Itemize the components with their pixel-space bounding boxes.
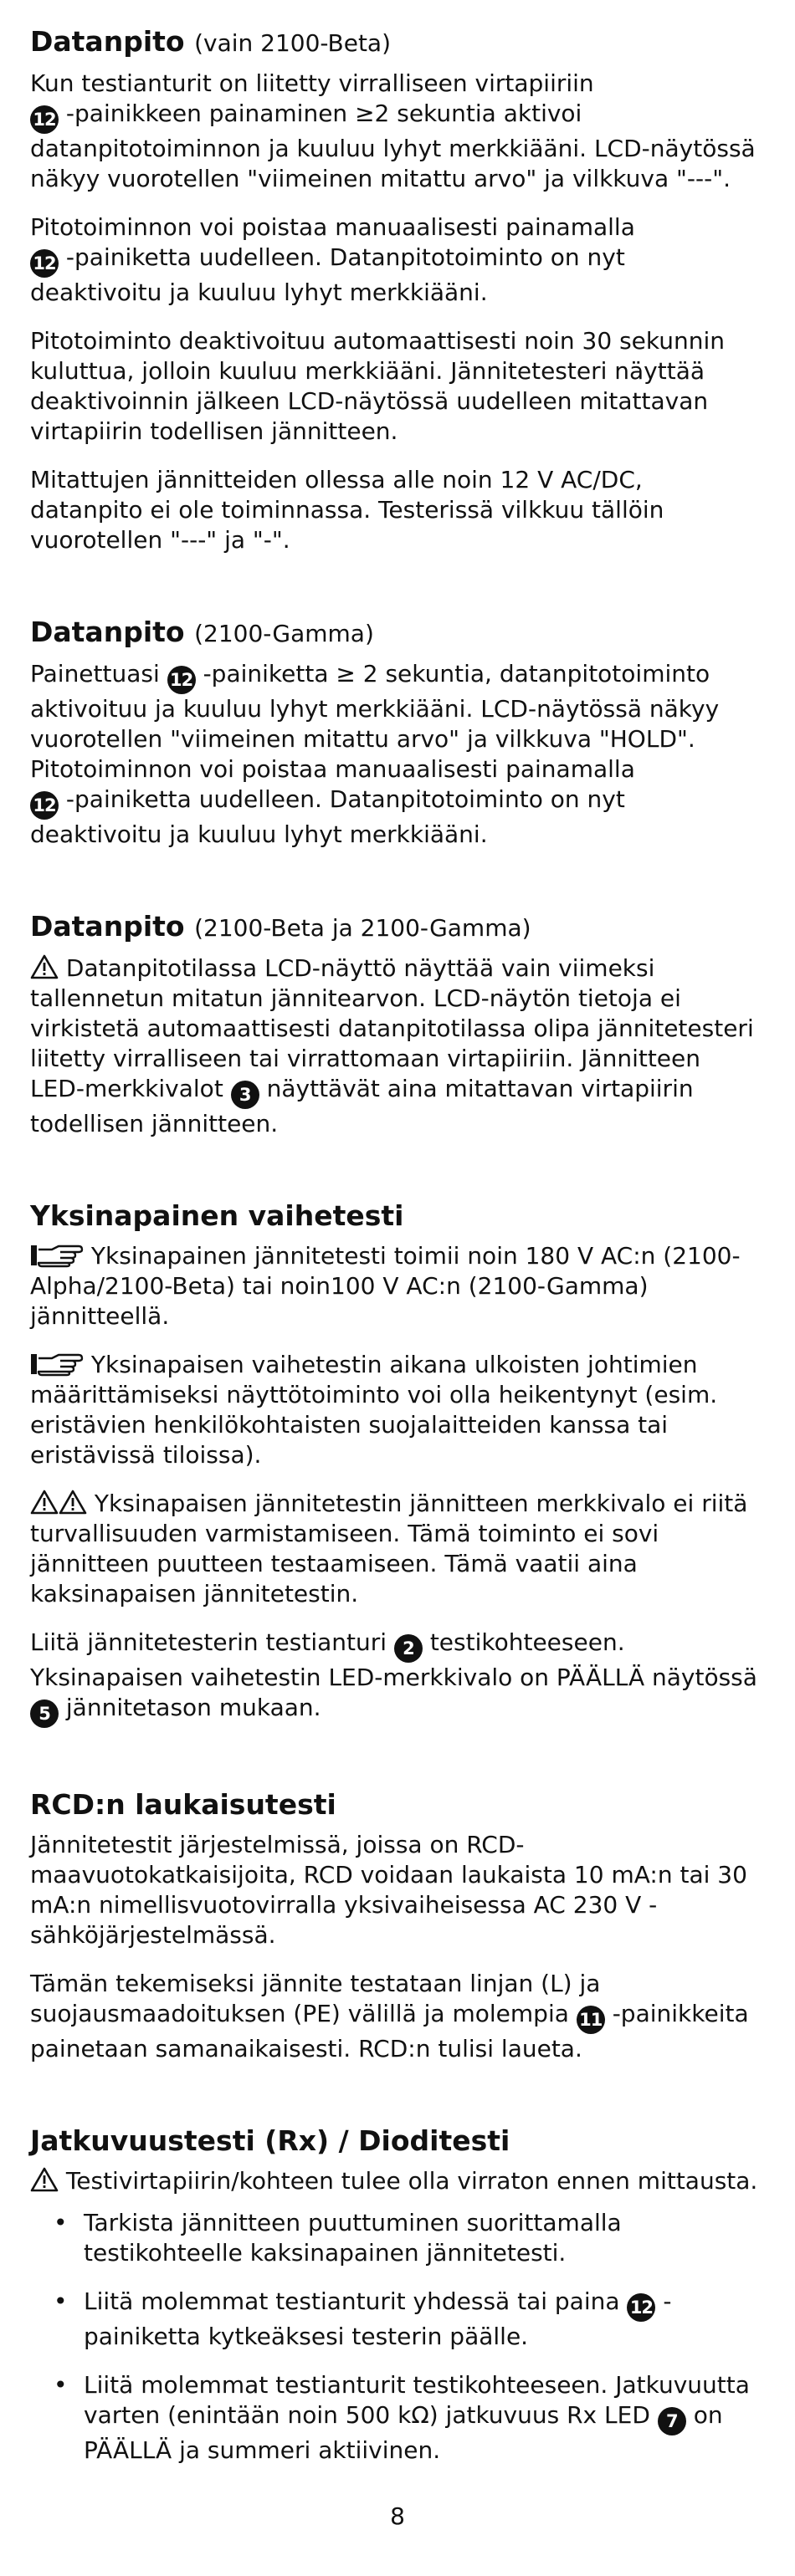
section-subtitle: (2100-Gamma) [194,620,374,647]
section-heading-datanpito-gamma: Datanpito (2100-Gamma) [30,616,374,648]
paragraph: Tämän tekemiseksi jännite testataan linjan (L) ja suojausmaadoituksen (PE) välillä ja molempia 11 -painikkeita painetaan samanaikaisesti. RCD:n tulisi laueta. [30,1970,749,2062]
manual-page [30,25,758,2484]
paragraph: Painettuasi 12 -painiketta ≥ 2 sekuntia, datanpitotoiminto aktivoituu ja kuuluu lyhyt merkkiääni. LCD-näytössä näkyy vuorotellen "viimeinen mitattu arvo" ja vilkkuva "HOLD". Pitotoiminnon voi poistaa manuaalisesti painamalla 12 -painiketta uudelleen. Datanpitotoiminto on nyt deaktivoitu ja kuuluu lyhyt merkkiääni. [30,660,720,848]
marker-12: 12 [627,2293,655,2322]
warning-icon [30,954,59,979]
paragraph: Yksinapaisen jännitetestin jännitteen merkkivalo ei riitä turvallisuuden varmistamiseen. Tämä toiminto ei sovi jännitteen puutteen testaamiseen. Tämä vaatii aina kaksinapaisen jännitetestin. [30,1490,748,1607]
paragraph: Mitattujen jännitteiden ollessa alle noin 12 V AC/DC, datanpito ei ole toiminnassa. Testerissä vilkkuu tällöin vuorotellen "---" ja "-". [30,466,664,554]
section-heading-yksinapainen: Yksinapainen vaihetesti [30,1199,404,1232]
list-item: • Liitä molemmat testianturit yhdessä tai paina 12 -painiketta kytkeäksesi testerin päälle. [54,2287,672,2350]
marker-12: 12 [30,791,59,820]
bullet: • [54,2287,68,2315]
list-item: • Liitä molemmat testianturit testikohteeseen. Jatkuvuutta varten (enintään noin 500 kΩ) jatkuvuus Rx LED 7 on PÄÄLLÄ ja summeri aktiivinen. [54,2371,750,2464]
section-subtitle: (2100-Beta ja 2100-Gamma) [194,914,531,942]
paragraph: Kun testianturit on liitetty virralliseen virtapiiriin 12 -painikkeen painaminen ≥2 sekuntia aktivoi datanpitotoiminnon ja kuuluu lyhyt merkkiääni. LCD-näytössä näkyy vuorotellen "viimeinen mitattu arvo" ja vilkkuva "---". [30,69,756,192]
steps-list [30,2208,758,2466]
section-subtitle: (vain 2100-Beta) [194,29,392,57]
pointing-hand-icon [30,1352,84,1377]
marker-3: 3 [231,1081,259,1109]
section-heading-jatkuvuustesti: Jatkuvuustesti (Rx) / Dioditesti [30,2124,510,2157]
marker-5: 5 [30,1699,59,1728]
marker-12: 12 [30,249,59,278]
section-heading-rcd: RCD:n laukaisutesti [30,1788,336,1821]
marker-2: 2 [394,1634,423,1663]
marker-12: 12 [167,666,196,694]
bullet: • [54,2371,68,2399]
marker-7: 7 [658,2407,686,2435]
warning-icon [30,2167,59,2192]
section-heading-datanpito-beta: Datanpito (vain 2100-Beta) [30,25,392,58]
paragraph: Yksinapainen jännitetesti toimii noin 180 V AC:n (2100-Alpha/2100-Beta) tai noin100 V AC:n (2100-Gamma) jännitteellä. [30,1242,741,1330]
paragraph: Pitotoiminnon voi poistaa manuaalisesti painamalla 12 -painiketta uudelleen. Datanpitotoiminto on nyt deaktivoitu ja kuuluu lyhyt merkkiääni. [30,213,635,306]
page-number: 8 [390,2502,405,2530]
paragraph: Jännitetestit järjestelmissä, joissa on RCD-maavuotokatkaisijoita, RCD voidaan laukaista 10 mA:n tai 30 mA:n nimellisvuotovirralla yksivaiheisessa AC 230 V -sähköjärjestelmässä. [30,1831,747,1949]
paragraph: Pitotoiminto deaktivoituu automaattisesti noin 30 sekunnin kuluttua, jolloin kuuluu merkkiääni. Jännitetesteri näyttää deaktivoinnin jälkeen LCD-näytössä uudelleen mitattavan virtapiirin todellisen jännitteen. [30,327,726,445]
section-heading-datanpito-beta-gamma: Datanpito (2100-Beta ja 2100-Gamma) [30,910,531,943]
pointing-hand-icon [30,1243,84,1268]
marker-12: 12 [30,105,59,134]
paragraph: Testivirtapiirin/kohteen tulee olla virraton ennen mittausta. [30,2166,758,2196]
warning-icon [59,1490,87,1515]
list-item: • Tarkista jännitteen puuttuminen suorittamalla testikohteelle kaksinapainen jännitetesti. [54,2209,622,2267]
paragraph: Yksinapaisen vaihetestin aikana ulkoisten johtimien määrittämiseksi näyttötoiminto voi olla heikentynyt (esim. eristävien henkilökohtaisten suojalaitteiden kanssa tai eristävissä tiloissa). [30,1351,718,1469]
marker-11: 11 [577,2006,605,2034]
bullet: • [54,2209,68,2236]
paragraph: Liitä jännitetesterin testianturi 2 testikohteeseen. Yksinapaisen vaihetestin LED-merkkivalo on PÄÄLLÄ näytössä 5 jännitetason mukaan. [30,1628,758,1728]
paragraph: Datanpitotilassa LCD-näyttö näyttää vain viimeksi tallennetun mitatun jännitearvon. LCD-näytön tietoja ei virkistetä automaattisesti datanpitotilassa olipa jännitetesteri liitetty virralliseen tai virrattomaan virtapiiriin. Jännitteen LED-merkkivalot 3 näyttävät aina mitattavan virtapiirin todellisen jännitteen. [30,954,754,1137]
warning-icon [30,1490,59,1515]
